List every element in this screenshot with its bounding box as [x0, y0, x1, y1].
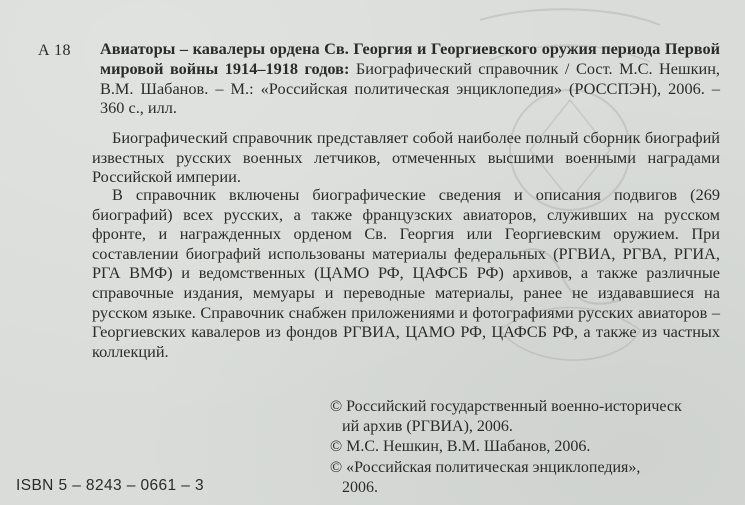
copyright-archive-line1: © Российский государственный военно-историческ	[330, 398, 682, 415]
catalog-code: А 18	[38, 42, 71, 59]
book-description: Биографический справочник / Сост. М.С. Нешкин, В.М. Шабанов. – М.: «Российская политическая энциклопедия» (РОССПЭН), 2006. – 360 с., илл.	[100, 58, 720, 118]
copyright-publisher-line2: 2006.	[342, 478, 378, 496]
copyright-publisher-line1: © «Российская политическая энциклопедия»,	[330, 459, 641, 476]
bibliographic-record	[100, 39, 720, 118]
copyright-archive	[330, 397, 720, 436]
copyright-archive-line2: ий архив (РГВИА), 2006.	[342, 417, 513, 435]
annotation-paragraph-1: Биографический справочник представляет собой наиболее полный сборник биографий известных русских военных летчиков, отмеченных высшими военными наградами Российской империи.	[92, 128, 720, 187]
isbn-number: ISBN 5 – 8243 – 0661 – 3	[16, 477, 204, 494]
copyright-publisher	[330, 458, 720, 497]
book-title: Авиаторы – кавалеры ордена Св. Георгия и Георгиевского оружия периода Первой мировой войны 1914–1918 годов:	[100, 39, 720, 78]
annotation-paragraph-2: В справочник включены биографические сведения и описания подвигов (269 биографий) всех русских, а также французских авиаторов, служивших на русском фронте, и награжденных орденом Св. Георгия или Георгиевским оружием. При составлении биографий использованы материалы федеральных (РГВИА, РГВА, РГИА, РГА ВМФ) и ведомственных (ЦАМО РФ, ЦАФСБ РФ) архивов, а также различные справочные издания, мемуары и переводные материалы, ранее не издававшиеся на русском языке. Справочник снабжен приложениями и фотографиями русских авиаторов – Георгиевских кавалеров из фондов РГВИА, ЦАМО РФ, ЦАФСБ РФ, а также из частных коллекций.	[92, 185, 720, 361]
copyright-authors: © М.С. Нешкин, В.М. Шабанов, 2006.	[330, 438, 591, 455]
